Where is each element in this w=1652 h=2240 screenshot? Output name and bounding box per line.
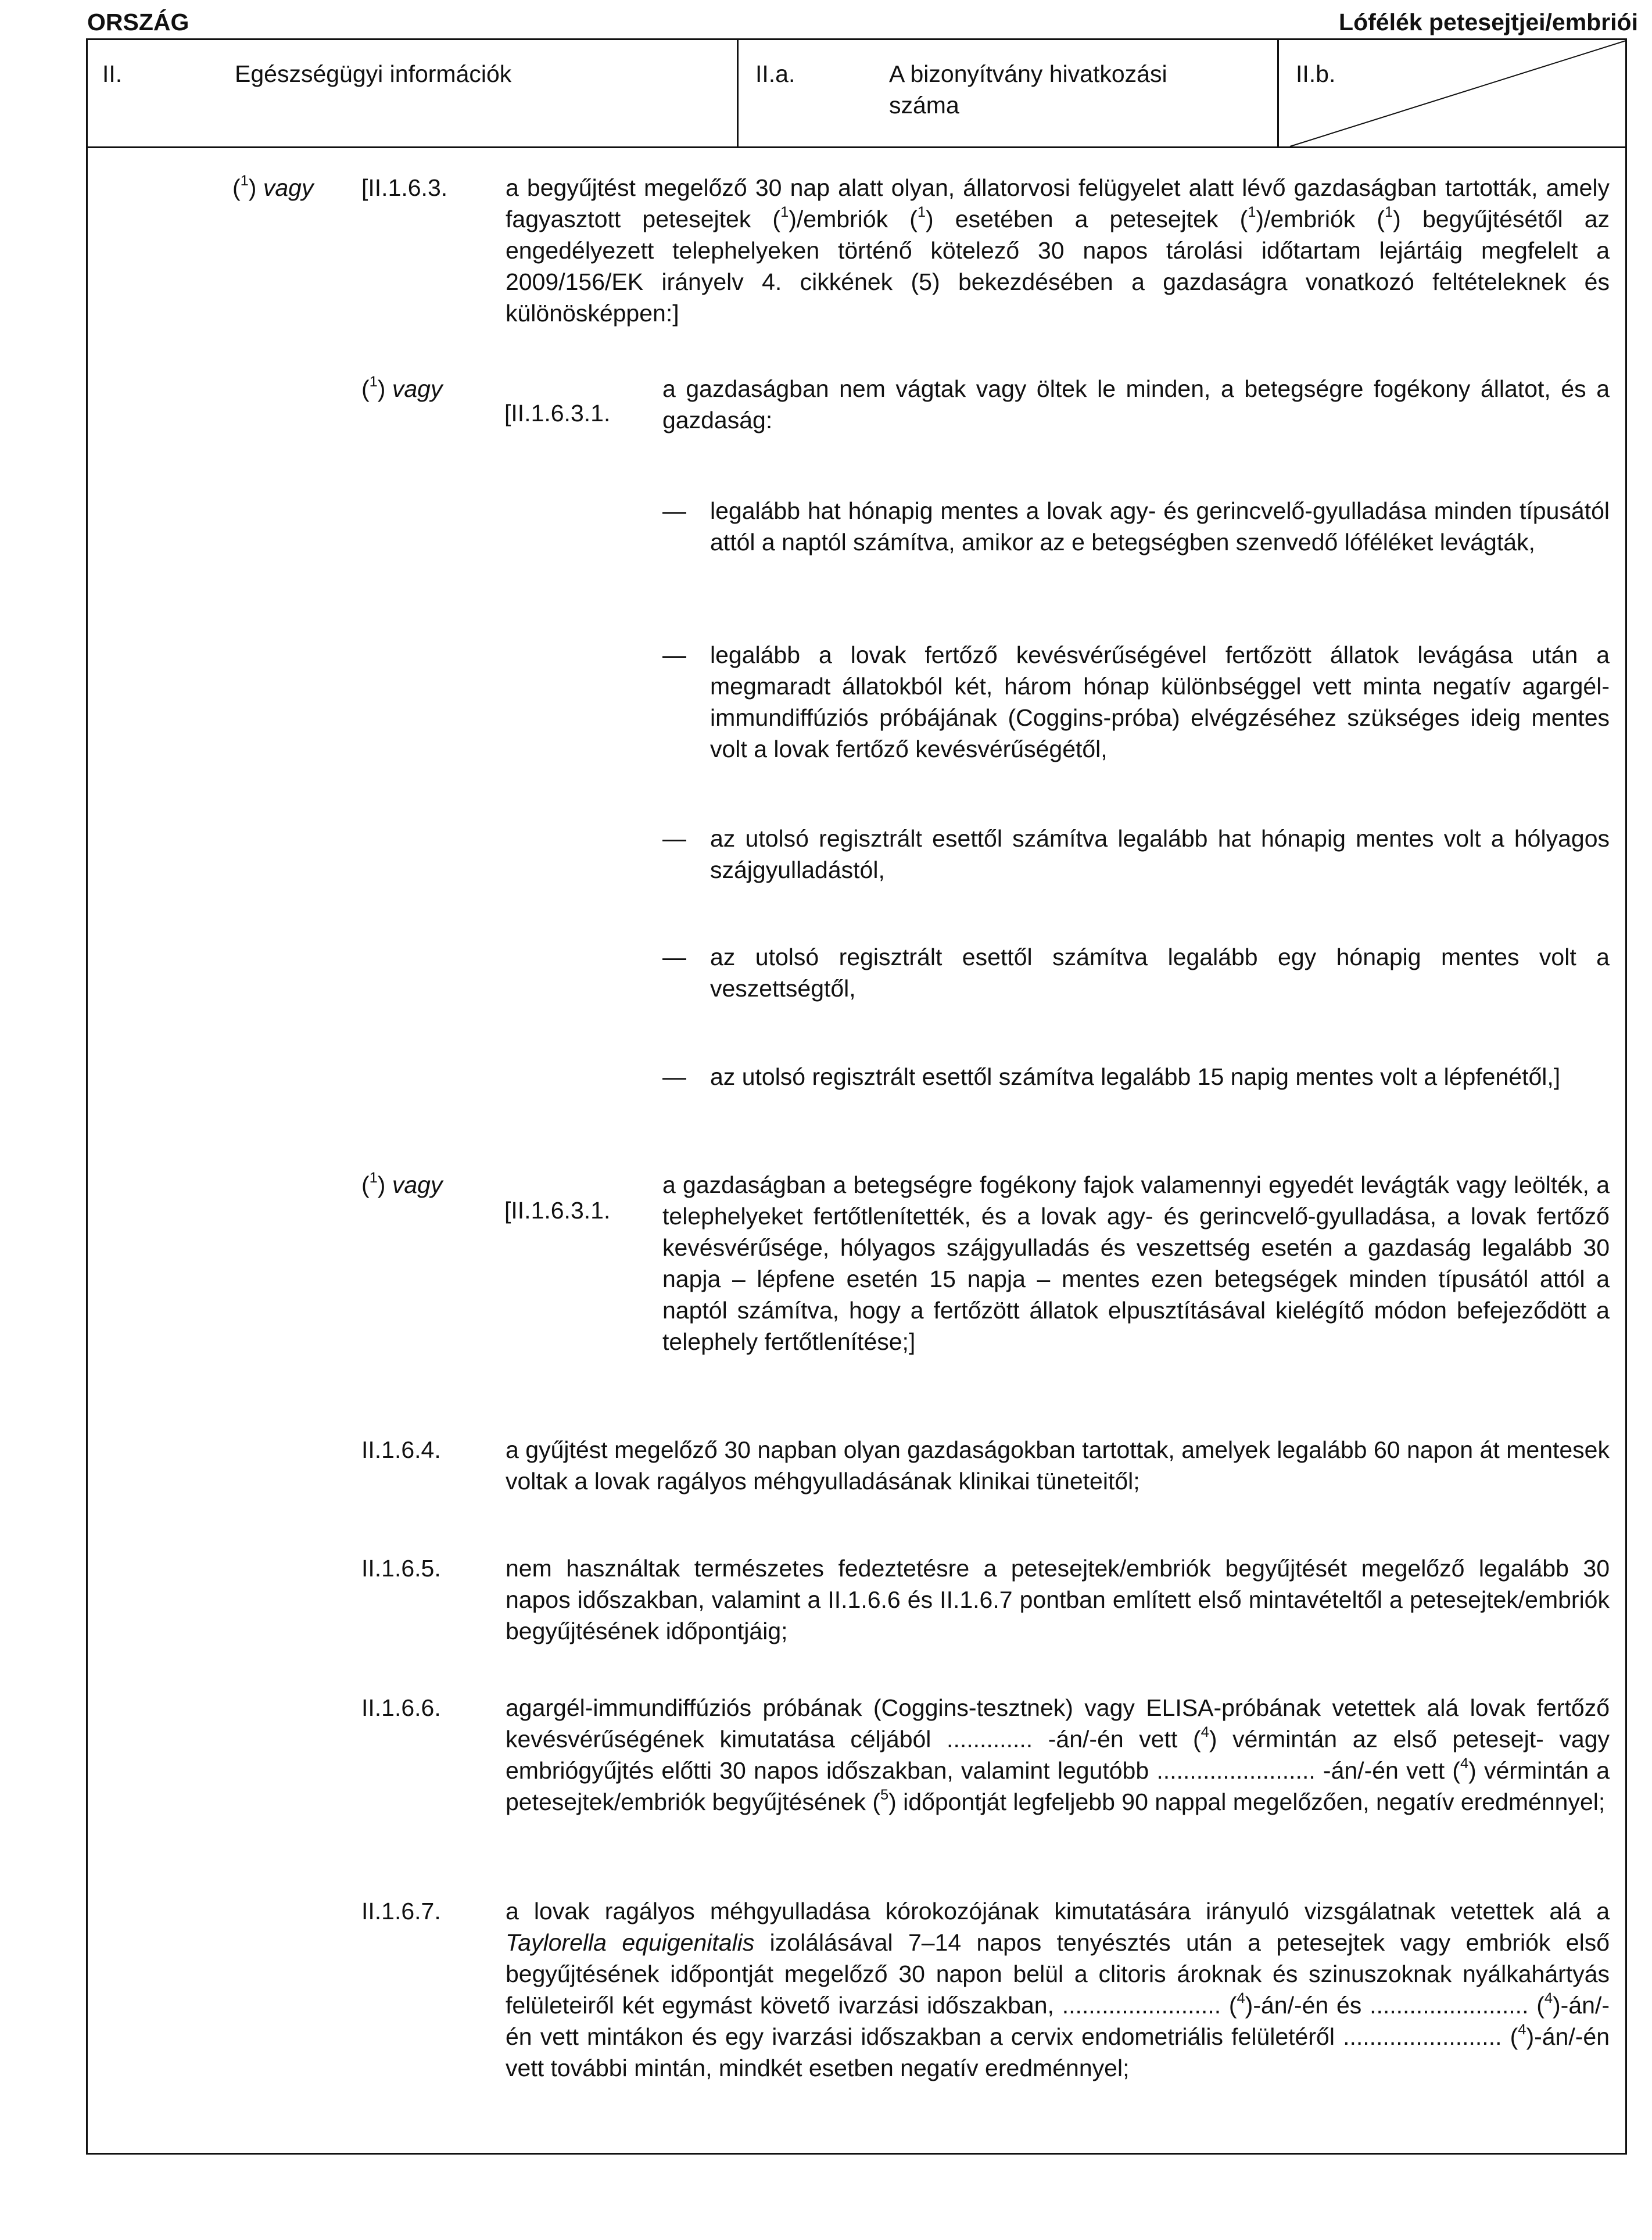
dash-item: az utolsó regisztrált esettől számítva legalább hat hónapig mentes volt a hólyagos szájgyulladástól, <box>710 825 1610 883</box>
header-cert-num: II.b. <box>1296 60 1336 87</box>
dash-marker: — <box>662 825 686 852</box>
dash-item: legalább hat hónapig mentes a lovak agy- és gerincvelő-gyulladása minden típusától attól a naptól számítva, amikor az e betegségben szenvedő lóféléket levágták, <box>710 497 1610 555</box>
dash-marker: — <box>662 1063 686 1090</box>
clause-text: a begyűjtést megelőző 30 nap alatt olyan, állatorvosi felügyelet alatt lévő gazdaságban tartották, amely fagyasztott petesejtek ($^1$)/embriók ($^1$) esetében a petesejtek ($^1$)/embriók ($^1$) begyűjtésétől az engedélyezett telephelyeken történő kötelező 30 napos tárolási időtartam lejártáig megfelelt a 2009/156/EK irányelv 4. cikkének (5) bekezdésében a gazdaságra vonatkozó feltételeknek és különösképpen:] <box>506 174 1610 327</box>
header-section-label: Egészségügyi információk <box>235 60 512 87</box>
dash-marker: — <box>662 944 686 970</box>
dash-item: az utolsó regisztrált esettől számítva legalább egy hónapig mentes volt a veszettségtől, <box>710 944 1610 1002</box>
option-prefix: ($^1$) vagy <box>361 373 443 402</box>
clause-text: a lovak ragályos méhgyulladása kórokozójának kimutatására irányuló vizsgálatnak vetettek alá a Taylorella equigenitalis izolálásával 7–14 napos tenyésztés után a petesejtek vagy embriók első begyűjtésének időpontját megelőző 30 napon belül a clitoris ároknak és szinuszoknak nyálkahártyás felületeiről két egymást követő ivarzási időszakban, ........................ ($^4$)-án/-én és ........................ ($^4$)-án/-én vett mintákon és egy ivarzási időszakban a cervix endometriális felületéről ........................ ($^4$)-án/-én vett további mintán, mindkét esetben negatív eredménnyel; <box>506 1898 1610 2081</box>
species-name: Taylorella equigenitalis <box>506 1929 755 1956</box>
clause-text: a gazdaságban nem vágtak vagy öltek le minden, a betegségre fogékony állatot, és a gazdaság: <box>662 375 1610 433</box>
clause-ref: II.1.6.6. <box>361 1694 441 1721</box>
clause-text: agargél-immundiffúziós próbának (Coggins-tesztnek) vagy ELISA-próbának vetettek alá lovak fertőző kevésvérűségének kimutatása céljából ............. -án/-én vett ($^4$) vérmintán az első petesejt- vagy embriógyűjtés előtti 30 napos időszakban, valamint legutóbb ........................ -án/-én vett ($^4$) vérmintán a petesejtek/embriók begyűjtésének ($^5$) időpontját legfeljebb 90 nappal megelőzően, negatív eredménnyel; <box>506 1694 1610 1815</box>
clause-ref: [II.1.6.3.1. <box>504 1197 611 1224</box>
clause-ref: II.1.6.7. <box>361 1898 441 1924</box>
document-title: Lófélék petesejtjei/embriói <box>1339 9 1638 35</box>
clause-text: a gazdaságban a betegségre fogékony fajok valamennyi egyedét levágták vagy leölték, a telephelyeket fertőtlenítették, és a lovak agy- és gerincvelő-gyulladása, a lovak fertőző kevésvérűsége, hólyagos szájgyulladás és veszettség esetén a gazdaság legalább 30 napja – lépfene esetén 15 napja – mentes ezen betegségek minden típusától attól a naptól számítva, hogy a fertőzött állatok elpusztításával kielégítő módon befejeződött a telephely fertőtlenítése;] <box>662 1171 1610 1355</box>
dash-marker: — <box>662 641 686 668</box>
clause-ref: [II.1.6.3. <box>361 174 448 201</box>
option-prefix: ($^1$) vagy <box>361 1169 443 1198</box>
clause-ref: [II.1.6.3.1. <box>504 400 611 427</box>
clause-text: a gyűjtést megelőző 30 napban olyan gazdaságokban tartottak, amelyek legalább 60 napon át mentesek voltak a lovak ragályos méhgyulladásának klinikai tüneteitől; <box>506 1436 1610 1494</box>
header-divider-1 <box>737 38 739 148</box>
header-ref-label-line2: száma <box>889 92 959 119</box>
country-label: ORSZÁG <box>87 9 189 35</box>
frame-right <box>1625 38 1627 2155</box>
header-section-num: II. <box>102 60 123 87</box>
clause-ref: II.1.6.4. <box>361 1436 441 1463</box>
frame-bottom <box>86 2153 1627 2155</box>
option-prefix: ($^1$) vagy <box>232 172 314 201</box>
header-ref-label-line1: A bizonyítvány hivatkozási <box>889 60 1167 87</box>
clause-ref: II.1.6.5. <box>361 1555 441 1582</box>
dash-item: az utolsó regisztrált esettől számítva legalább 15 napig mentes volt a lépfenétől,] <box>710 1063 1561 1090</box>
dash-marker: — <box>662 497 686 524</box>
frame-left <box>86 38 88 2155</box>
clause-text: nem használtak természetes fedeztetésre a petesejtek/embriók begyűjtését megelőző legalább 30 napos időszakban, valamint a II.1.6.6 és II.1.6.7 pontban említett első mintavételtől a petesejtek/embriók begyűjtésének időpontjáig; <box>506 1555 1610 1644</box>
dash-item: legalább a lovak fertőző kevésvérűségével fertőzött állatok levágása után a megmaradt állatokból két, három hónap különbséggel vett minta negatív agargél-immundiffúziós próbájának (Coggins-próba) elvégzéséhez szükséges ideig mentes volt a lovak fertőző kevésvérűségétől, <box>710 641 1610 762</box>
header-ref-num: II.a. <box>755 60 795 87</box>
header-diagonal-line <box>1278 38 1627 149</box>
